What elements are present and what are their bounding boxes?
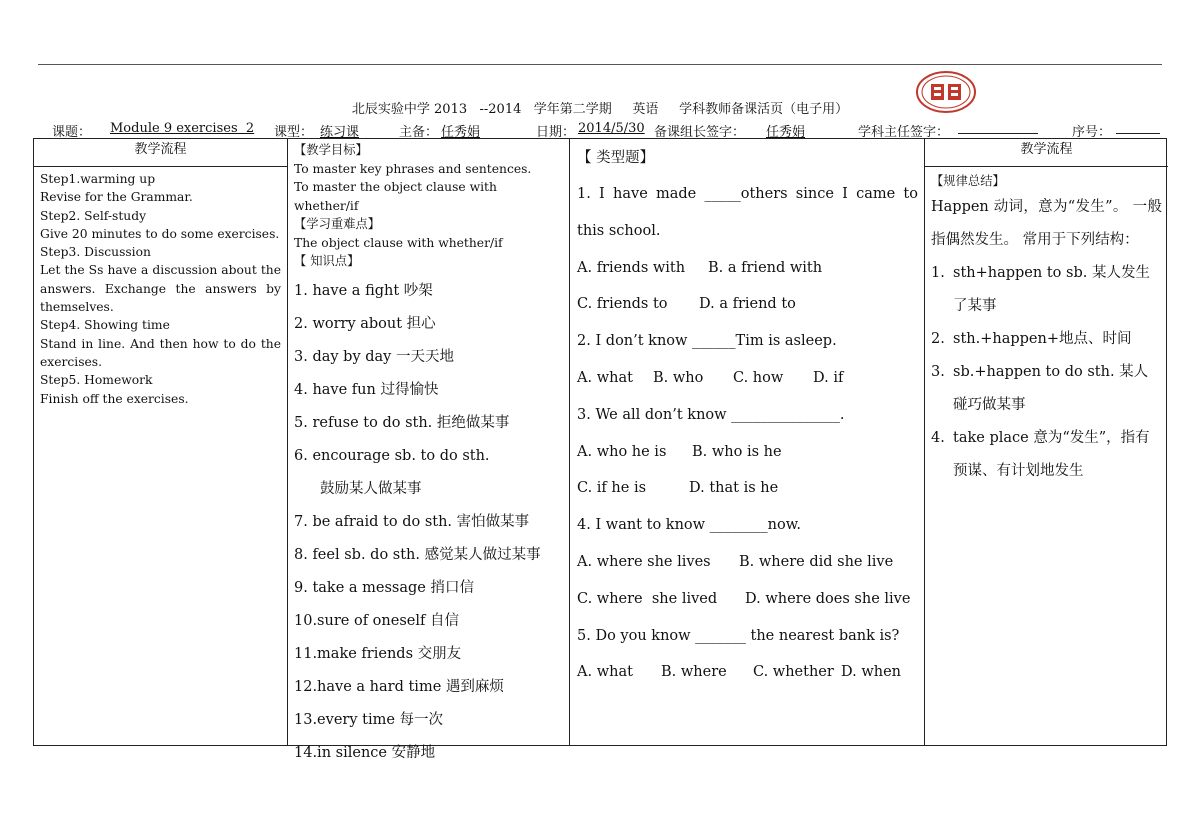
knowledge-item: 6. encourage sb. to do sth. bbox=[294, 447, 490, 464]
step-line: Stand in line. And then how to do the exercises. bbox=[40, 336, 281, 369]
step-line: Step2. Self-study bbox=[40, 208, 147, 223]
option-b: B. who is he bbox=[692, 443, 782, 460]
exercise-block bbox=[570, 139, 924, 691]
rules-block bbox=[925, 167, 1168, 488]
option-b: B. where bbox=[661, 664, 727, 681]
option-d: D. where does she live bbox=[745, 590, 911, 607]
rule-item bbox=[931, 356, 1162, 422]
type-value: 练习课 bbox=[320, 125, 360, 140]
options-row bbox=[577, 286, 918, 323]
leader-label: 备课组长签字： bbox=[654, 125, 746, 140]
director-value bbox=[958, 121, 1038, 134]
topic-value: Module 9 exercises 2 bbox=[110, 121, 255, 136]
knowledge-item: 1. have a fight 吵架 bbox=[294, 282, 433, 299]
date-label: 日期： bbox=[536, 125, 576, 140]
step-line: Let the Ss have a discussion about the answers. Exchange the answers by themselves. bbox=[40, 263, 281, 315]
knowledge-item: 14.in silence 安静地 bbox=[294, 744, 436, 761]
preparer-label: 主备： bbox=[399, 125, 439, 140]
rule-item bbox=[931, 257, 1162, 323]
rules-column bbox=[925, 139, 1168, 745]
difficulty-heading: 【学习重难点】 bbox=[294, 217, 381, 231]
knowledge-item: 11.make friends 交朋友 bbox=[294, 645, 462, 662]
exercise-column bbox=[570, 139, 925, 745]
option-d: D. when bbox=[841, 664, 901, 681]
process-steps bbox=[34, 167, 287, 408]
rule-text: take place 意为“发生”，指有预谋、有计划地发生 bbox=[953, 430, 1150, 479]
topic-label: 课题： bbox=[52, 125, 92, 140]
step-line: Step3. Discussion bbox=[40, 245, 151, 260]
knowledge-item: 13.every time 每一次 bbox=[294, 711, 444, 728]
lesson-table bbox=[33, 138, 1167, 761]
options-row bbox=[577, 250, 918, 287]
step-line: Finish off the exercises. bbox=[40, 391, 189, 406]
options-row bbox=[577, 654, 918, 691]
date-value: 2014/5/30 bbox=[578, 121, 645, 136]
exercise-heading: 【 类型题】 bbox=[577, 150, 655, 166]
process-heading-right: 教学流程 bbox=[925, 139, 1168, 167]
option-d: D. that is he bbox=[689, 480, 779, 497]
option-d: D. if bbox=[813, 369, 844, 386]
goal-line: To master the object clause with whether/if bbox=[294, 180, 497, 213]
options-row bbox=[577, 581, 918, 618]
rule-number: 1. bbox=[931, 265, 945, 281]
top-rule bbox=[38, 64, 1162, 65]
option-b: B. who bbox=[653, 369, 704, 386]
knowledge-item: 9. take a message 捎口信 bbox=[294, 579, 474, 596]
option-c: C. where she lived bbox=[577, 590, 718, 607]
process-heading: 教学流程 bbox=[34, 139, 287, 167]
rule-number: 4. bbox=[931, 430, 945, 446]
page-title: 北辰实验中学 2013 --2014 学年第二学期 英语 学科教师备课活页（电子用） bbox=[351, 102, 849, 117]
option-c: C. if he is bbox=[577, 480, 647, 497]
rule-text: sth+happen to sb. 某人发生了某事 bbox=[953, 265, 1150, 314]
leader-value: 任秀娟 bbox=[766, 125, 806, 140]
goals-column bbox=[288, 139, 570, 761]
goals-heading: 【教学目标】 bbox=[294, 143, 368, 157]
knowledge-heading: 【 知识点】 bbox=[294, 254, 360, 268]
seq-value bbox=[1116, 121, 1160, 134]
knowledge-list bbox=[288, 271, 569, 770]
option-a: A. who he is bbox=[577, 443, 667, 460]
knowledge-item: 12.have a hard time 遇到麻烦 bbox=[294, 678, 504, 695]
step-line: Give 20 minutes to do some exercises. bbox=[40, 226, 280, 241]
question-text: 5. Do you know _______ the nearest bank is? bbox=[577, 627, 900, 644]
step-line: Step4. Showing time bbox=[40, 318, 170, 333]
step-line: Step1.warming up bbox=[40, 172, 156, 186]
option-d: D. a friend to bbox=[699, 296, 796, 313]
rule-item bbox=[931, 323, 1162, 356]
preparer-value: 任秀娟 bbox=[441, 125, 481, 140]
option-c: C. whether bbox=[753, 664, 834, 681]
option-b: B. where did she live bbox=[739, 553, 894, 570]
knowledge-item: 2. worry about 担心 bbox=[294, 315, 436, 332]
process-column bbox=[34, 139, 288, 745]
seq-label: 序号： bbox=[1072, 125, 1112, 140]
knowledge-item: 8. feel sb. do sth. 感觉某人做过某事 bbox=[294, 546, 541, 563]
option-a: A. what bbox=[577, 664, 633, 681]
option-c: C. friends to bbox=[577, 296, 668, 313]
knowledge-item: 3. day by day 一天天地 bbox=[294, 348, 454, 365]
rules-intro: Happen 动词，意为“发生”。 一般指偶然发生。 常用于下列结构： bbox=[931, 199, 1162, 248]
option-a: A. where she lives bbox=[577, 553, 711, 570]
director-label: 学科主任签字： bbox=[858, 125, 950, 140]
knowledge-item: 10.sure of oneself 自信 bbox=[294, 612, 459, 629]
knowledge-item: 4. have fun 过得愉快 bbox=[294, 381, 439, 398]
step-line: Step5. Homework bbox=[40, 373, 153, 388]
type-label: 课型： bbox=[274, 125, 314, 140]
options-row bbox=[577, 470, 918, 507]
goal-line: To master key phrases and sentences. bbox=[294, 161, 532, 176]
option-b: B. a friend with bbox=[708, 259, 823, 276]
option-a: A. what bbox=[577, 369, 633, 386]
option-c: C. how bbox=[733, 369, 784, 386]
question-text: 4. I want to know ________now. bbox=[577, 517, 802, 534]
meta-row bbox=[52, 121, 1162, 140]
step-line: Revise for the Grammar. bbox=[40, 190, 193, 205]
knowledge-item-continued: 鼓励某人做某事 bbox=[320, 480, 422, 497]
question-text: 1. I have made _____others since I came to this school. bbox=[577, 186, 918, 239]
question-text: 2. I don’t know ______Tim is asleep. bbox=[577, 333, 837, 350]
rule-text: sb.+happen to do sth. 某人碰巧做某事 bbox=[953, 364, 1149, 413]
rules-heading: 【规律总结】 bbox=[931, 174, 1005, 188]
goals-block bbox=[288, 139, 569, 271]
options-row bbox=[577, 544, 918, 581]
question-text: 3. We all don’t know _______________. bbox=[577, 406, 845, 423]
rule-item bbox=[931, 422, 1162, 488]
options-row bbox=[577, 360, 918, 397]
option-a: A. friends with bbox=[577, 259, 686, 276]
rule-number: 2. bbox=[931, 331, 945, 347]
knowledge-item: 5. refuse to do sth. 拒绝做某事 bbox=[294, 414, 510, 431]
difficulty-text: The object clause with whether/if bbox=[294, 235, 503, 250]
rule-text: sth.+happen+地点、时间 bbox=[953, 331, 1132, 347]
rule-number: 3. bbox=[931, 364, 945, 380]
knowledge-item: 7. be afraid to do sth. 害怕做某事 bbox=[294, 513, 530, 530]
options-row bbox=[577, 434, 918, 471]
